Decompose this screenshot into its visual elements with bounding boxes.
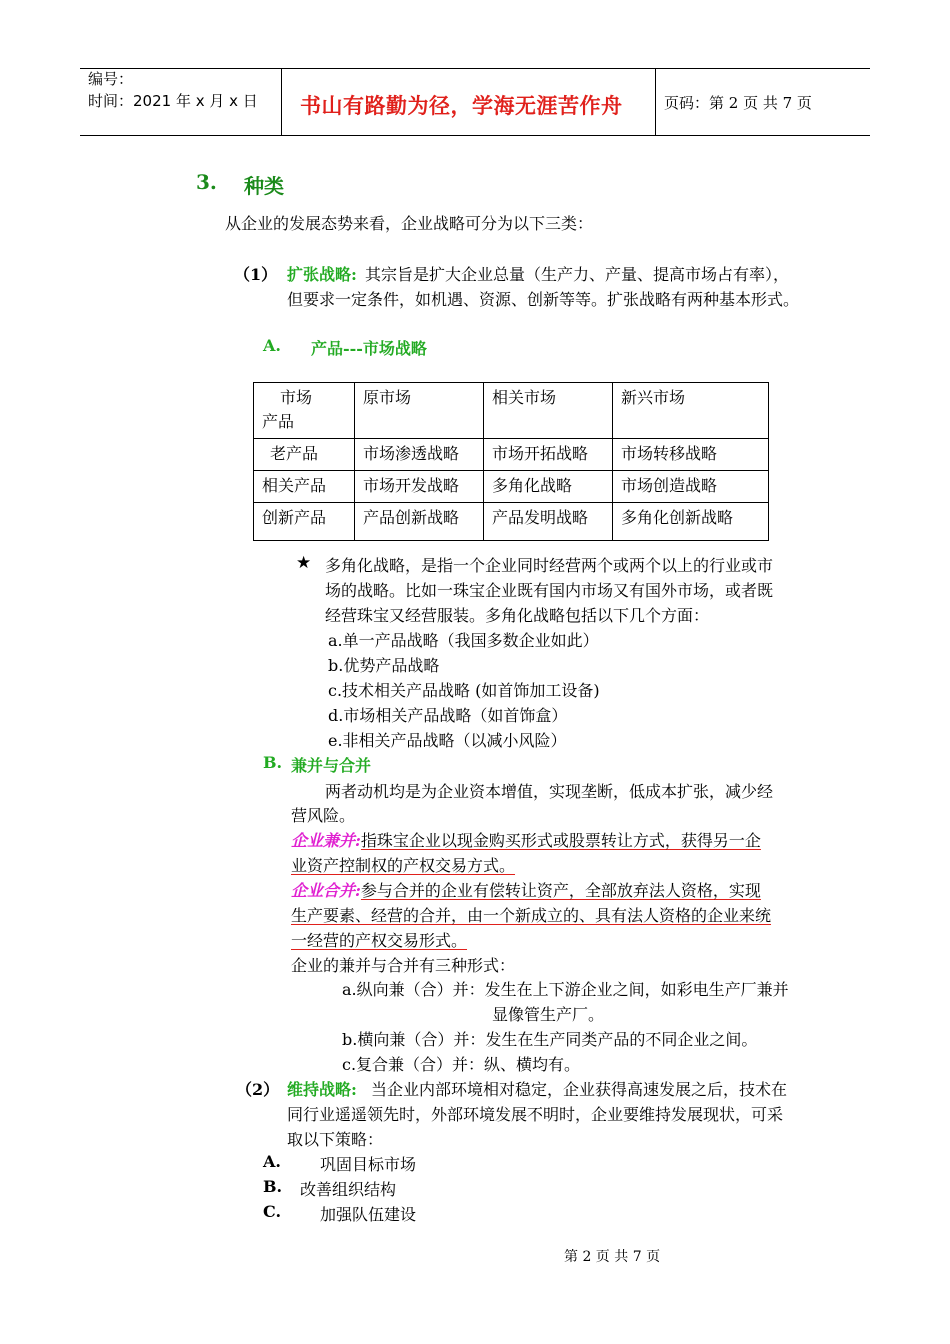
- page-footer: 第 2 页 共 7 页: [564, 1249, 661, 1265]
- merger-label: 企业兼并:: [291, 831, 361, 850]
- corner-product-label: 产品: [262, 412, 295, 431]
- merger-text: 指珠宝企业以现金购买形式或股票转让方式，获得另一企: [360, 831, 761, 850]
- table-col-header: 新兴市场: [613, 383, 769, 439]
- sub-b-title: 兼并与合并: [291, 756, 372, 775]
- document-number-label: 编号：: [88, 70, 134, 88]
- header-divider-right: [655, 68, 656, 136]
- table-cell: 市场创造战略: [613, 471, 769, 503]
- merger-forms-intro: 企业的兼并与合并有三种形式：: [291, 956, 516, 975]
- header-divider-left: [281, 68, 282, 136]
- diversification-item: e.非相关产品战略（以减小风险）: [328, 731, 567, 750]
- sub-b-number: B.: [263, 753, 283, 772]
- maintenance-label: 维持战略:: [287, 1080, 357, 1099]
- maintenance-line-3: 取以下策略：: [287, 1130, 384, 1149]
- product-market-table: [253, 382, 769, 541]
- merger-form-c: c.复合兼（合）并：纵、横均有。: [342, 1055, 581, 1074]
- maintenance-number: （2）: [236, 1080, 280, 1099]
- maintenance-item-text: 加强队伍建设: [320, 1205, 417, 1224]
- consolidation-text: 参与合并的企业有偿转让资产，全部放弃法人资格，实现: [360, 881, 761, 900]
- table-col-header: 相关市场: [484, 383, 613, 439]
- section-title: 种类: [244, 174, 284, 198]
- maintenance-item-number: A.: [263, 1152, 281, 1171]
- table-cell: 市场开发战略: [355, 471, 484, 503]
- maintenance-item-number: C.: [263, 1202, 282, 1221]
- merger-definition-line-2: 业资产控制权的产权交易方式。: [291, 856, 516, 875]
- table-row-label: 相关产品: [254, 471, 355, 503]
- consolidation-definition-line-3: 一经营的产权交易形式。: [291, 931, 468, 950]
- header-page-info: 页码：第 2 页 共 7 页: [664, 94, 812, 112]
- sub-b-line-1: 两者动机均是为企业资本增值，实现垄断，低成本扩张，减少经: [325, 782, 774, 801]
- expansion-label: 扩张战略:: [287, 265, 357, 284]
- maintenance-item-text: 巩固目标市场: [320, 1155, 417, 1174]
- table-cell: 市场渗透战略: [355, 439, 484, 471]
- table-row-label: 老产品: [254, 439, 355, 471]
- consolidation-definition-line-1: [291, 878, 761, 901]
- maintenance-item-number: B.: [263, 1177, 283, 1196]
- merger-form-a-line-2: 显像管生产厂。: [492, 1005, 605, 1024]
- merger-form-a-line-1: a.纵向兼（合）并：发生在上下游企业之间，如彩电生产厂兼并: [342, 980, 789, 999]
- expansion-line-2: 但要求一定条件，如机遇、资源、创新等等。扩张战略有两种基本形式。: [287, 290, 800, 309]
- header-motto: 书山有路勤为径，学海无涯苦作舟: [300, 93, 623, 118]
- corner-market-label: 市场: [280, 388, 313, 407]
- diversification-item: d.市场相关产品战略（如首饰盒）: [328, 706, 568, 725]
- maintenance-line-2: 同行业遥遥领先时，外部环境发展不明时，企业要维持发展现状，可采: [287, 1105, 784, 1124]
- table-row: [254, 439, 769, 471]
- table-corner-cell: [254, 383, 355, 439]
- section-number: 3.: [196, 170, 217, 194]
- star-icon: ★: [296, 553, 312, 573]
- header-meta: [88, 68, 258, 112]
- table-header-row: [254, 383, 769, 439]
- maintenance-item-text: 改善组织结构: [300, 1180, 397, 1199]
- consolidation-definition-line-2: 生产要素、经营的合并，由一个新成立的、具有法人资格的企业来统: [291, 906, 772, 925]
- table-row: [254, 503, 769, 541]
- merger-form-b: b.横向兼（合）并：发生在生产同类产品的不同企业之间。: [342, 1030, 758, 1049]
- maintenance-line-1: 当企业内部环境相对稳定，企业获得高速发展之后，技术在: [371, 1080, 788, 1099]
- sub-a-number: A.: [263, 336, 281, 355]
- diversification-line-1: 多角化战略，是指一个企业同时经营两个或两个以上的行业或市: [325, 556, 774, 575]
- sub-b-line-2: 营风险。: [291, 806, 356, 825]
- table-cell: 产品发明战略: [484, 503, 613, 541]
- table-row-label: 创新产品: [254, 503, 355, 541]
- sub-a-title: 产品---市场战略: [311, 339, 427, 358]
- merger-definition-line-1: [291, 828, 761, 851]
- table-row: [254, 471, 769, 503]
- section-intro: 从企业的发展态势来看，企业战略可分为以下三类：: [225, 214, 594, 233]
- expansion-line-1: 其宗旨是扩大企业总量（生产力、产量、提高市场占有率），: [365, 265, 790, 284]
- diversification-item: c.技术相关产品战略 (如首饰加工设备): [328, 681, 600, 700]
- table-cell: 市场转移战略: [613, 439, 769, 471]
- table-cell: 产品创新战略: [355, 503, 484, 541]
- expansion-number: （1）: [234, 265, 278, 284]
- table-col-header: 原市场: [355, 383, 484, 439]
- table-cell: 多角化创新战略: [613, 503, 769, 541]
- header-bottom-rule: [80, 135, 870, 136]
- consolidation-label: 企业合并:: [291, 881, 361, 900]
- diversification-line-2: 场的战略。比如一珠宝企业既有国内市场又有国外市场，或者既: [325, 581, 774, 600]
- diversification-item: b.优势产品战略: [328, 656, 440, 675]
- table-cell: 市场开拓战略: [484, 439, 613, 471]
- diversification-line-3: 经营珠宝又经营服装。多角化战略包括以下几个方面：: [325, 606, 710, 625]
- table-cell: 多角化战略: [484, 471, 613, 503]
- document-date: 时间：2021 年 x 月 x 日: [88, 92, 258, 110]
- diversification-item: a.单一产品战略（我国多数企业如此）: [328, 631, 599, 650]
